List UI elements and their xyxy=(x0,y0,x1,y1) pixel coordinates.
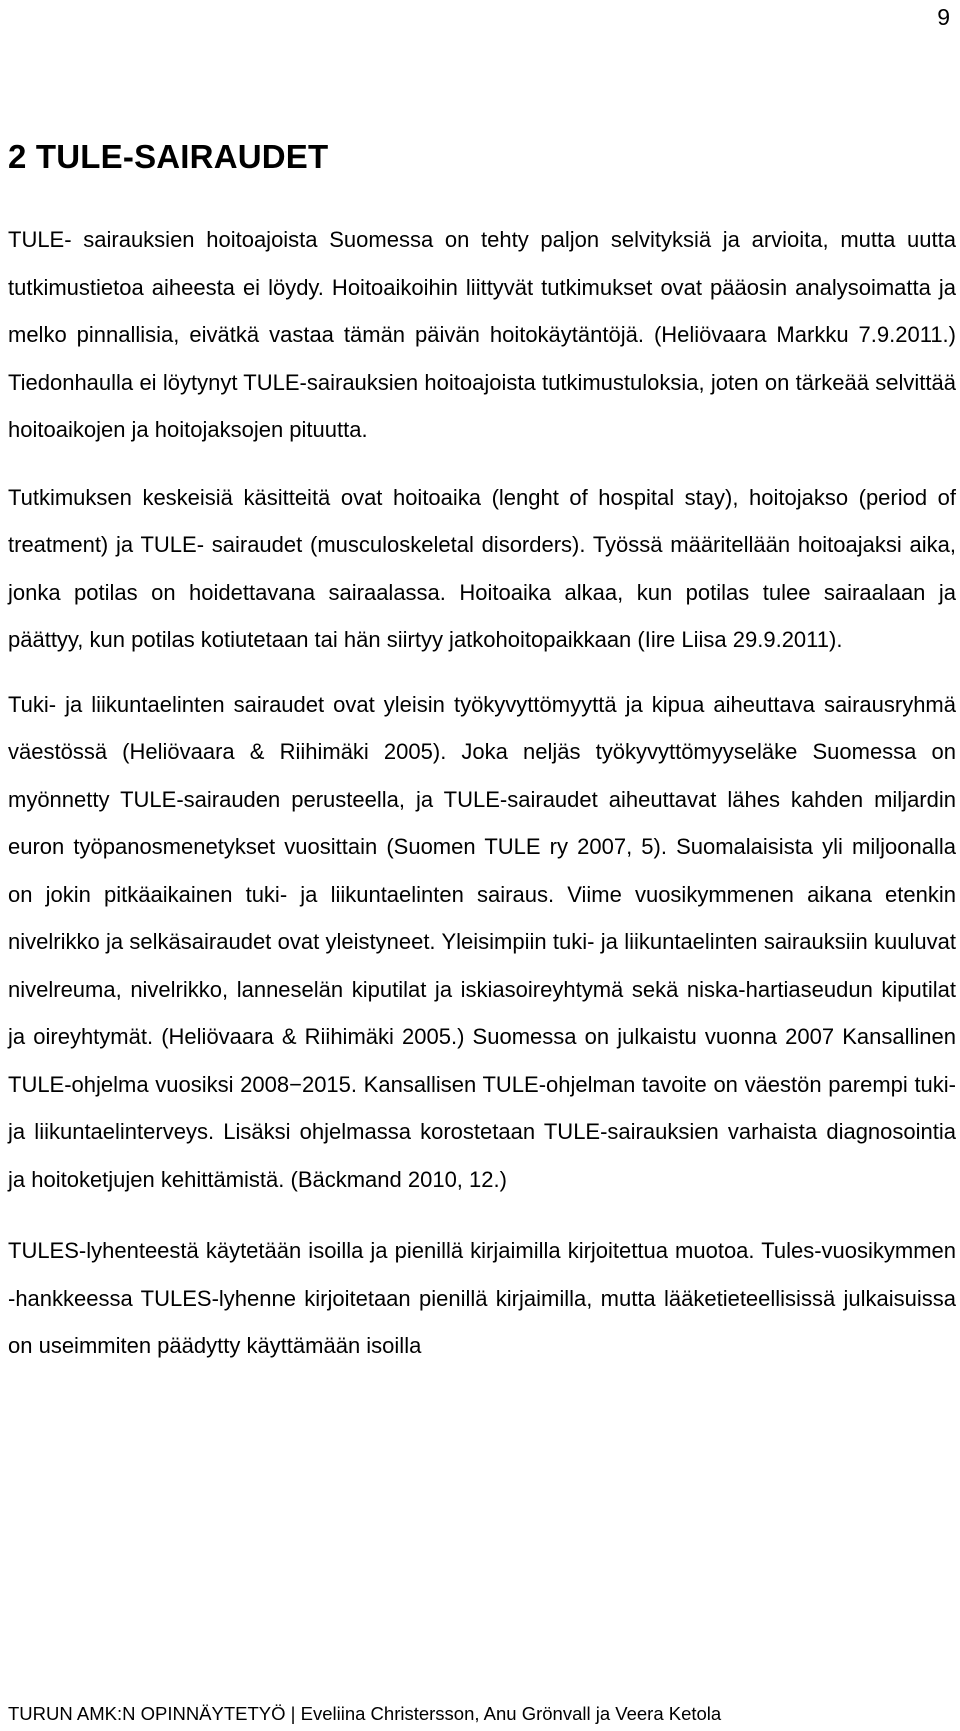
paragraph-1: TULE- sairauksien hoitoajoista Suomessa on tehty paljon selvityksiä ja arvioita, mutta uutta tutkimustietoa aiheesta ei löydy. Hoitoaikoihin liittyvät tutkimukset ovat pääosin analysoimatta ja melko pinnallisia, eivätkä vastaa tämän päivän hoitokäytäntöjä. (Heliövaara Markku 7.9.2011.) Tiedonhaulla ei löytynyt TULE-sairauksien hoitoajoista tutkimustuloksia, joten on tärkeää selvittää hoitoaikojen ja hoitojaksojen pituutta. xyxy=(8,227,956,442)
paragraph-4: TULES-lyhenteestä käytetään isoilla ja pienillä kirjaimilla kirjoitettua muotoa. Tules-vuosikymmen -hankkeessa TULES-lyhenne kirjoitetaan pienillä kirjaimilla, mutta lääketieteellisissä julkaisuissa on useimmiten päädytty käyttämään isoilla xyxy=(8,1238,956,1358)
paragraph-2: Tutkimuksen keskeisiä käsitteitä ovat hoitoaika (lenght of hospital stay), hoitojakso (period of treatment) ja TULE- sairaudet (musculoskeletal disorders). Työssä määritellään hoitoajaksi aika, jonka potilas on hoidettavana sairaalassa. Hoitoaika alkaa, kun potilas tulee sairaalaan ja päättyy, kun potilas kotiutetaan tai hän siirtyy jatkohoitopaikkaan (Iire Liisa 29.9.2011). xyxy=(8,484,956,652)
body-text xyxy=(8,216,956,1394)
page-number: 9 xyxy=(937,4,950,30)
paragraph-3: Tuki- ja liikuntaelinten sairaudet ovat yleisin työkyvyttömyyttä ja kipua aiheuttava sairausryhmä väestössä (Heliövaara & Riihimäki 2005). Joka neljäs työkyvyttömyyseläke Suomessa on myönnetty TULE-sairauden perusteella, ja TULE-sairaudet aiheuttavat lähes kahden miljardin euron työpanosmenetykset vuosittain (Suomen TULE ry 2007, 5). Suomalaisista yli miljoonalla on jokin pitkäaikainen tuki- ja liikuntaelinten sairaus. Viime vuosikymmenen aikana etenkin nivelrikko ja selkäsairaudet ovat yleistyneet. Yleisimpiin tuki- ja liikuntaelinten sairauksiin kuuluvat nivelreuma, nivelrikko, lanneselän kiputilat ja iskiasoireyhtymä sekä niska-hartiaseudun kiputilat ja oireyhtymät. (Heliövaara & Riihimäki 2005.) Suomessa on julkaistu vuonna 2007 Kansallinen TULE-ohjelma vuosiksi 2008−2015. Kansallisen TULE-ohjelman tavoite on väestön parempi tuki- ja liikuntaelinterveys. Lisäksi ohjelmassa korostetaan TULE-sairauksien varhaista diagnosointia ja hoitoketjujen kehittämistä. (Bäckmand 2010, 12.) xyxy=(8,691,956,1192)
chapter-heading: 2 TULE-SAIRAUDET xyxy=(8,138,329,175)
page-footer: TURUN AMK:N OPINNÄYTETYÖ | Eveliina Christersson, Anu Grönvall ja Veera Ketola xyxy=(8,1703,722,1724)
